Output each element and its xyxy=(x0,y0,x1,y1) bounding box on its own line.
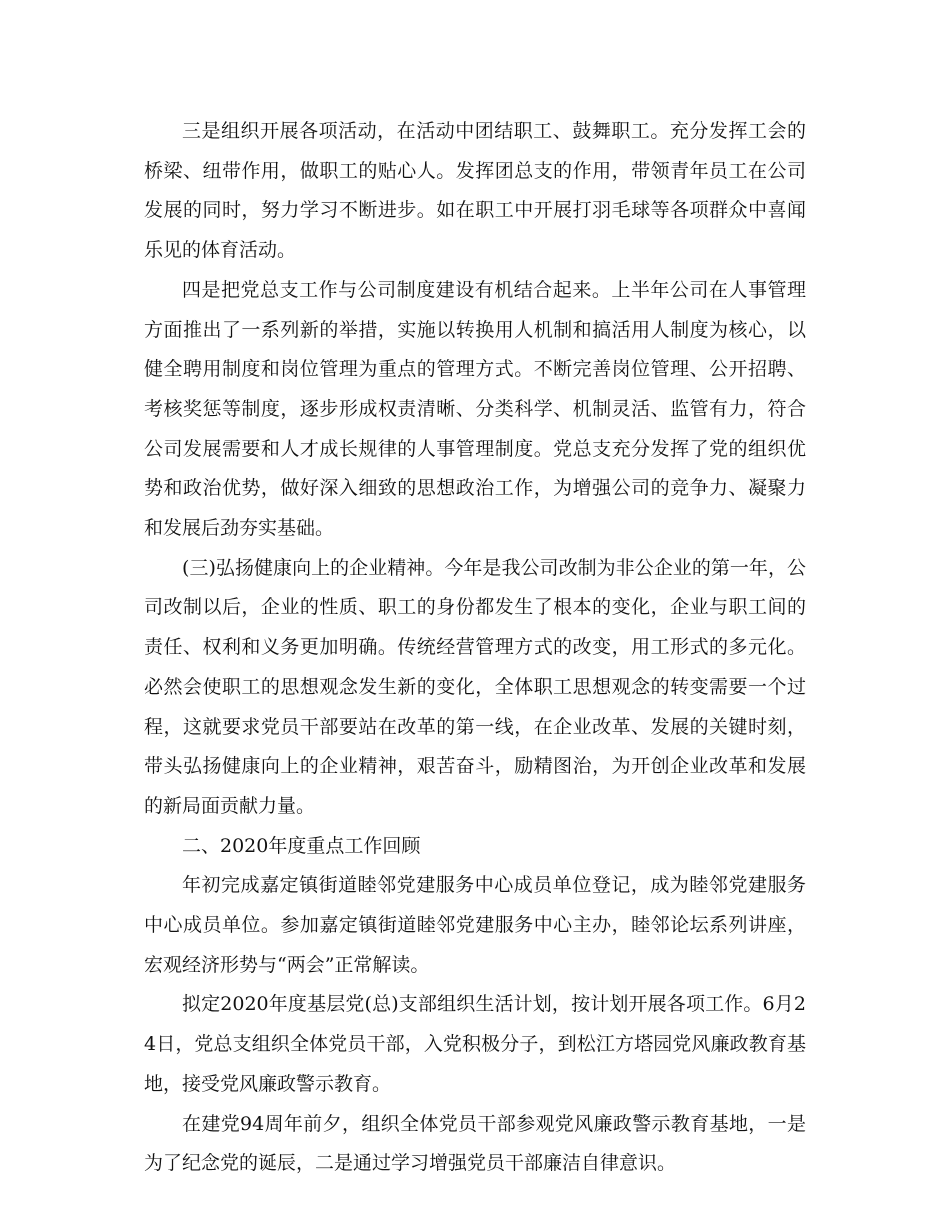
paragraph-neighborhood-center: 年初完成嘉定镇街道睦邻党建服务中心成员单位登记，成为睦邻党建服务中心成员单位。参加嘉定镇街道睦邻党建服务中心主办，睦邻论坛系列讲座，宏观经济形势与“两会”正常解读。 xyxy=(144,874,806,976)
paragraph-enterprise-spirit: (三)弘扬健康向上的企业精神。今年是我公司改制为非公企业的第一年，公司改制以后，企业的性质、职工的身份都发生了根本的变化，企业与职工间的责任、权利和义务更加明确。传统经营管理方式的改变，用工形式的多元化。必然会使职工的思想观念发生新的变化，全体职工思想观念的转变需要一个过程，这就要求党员干部要站在改革的第一线，在企业改革、发展的关键时刻，带头弘扬健康向上的企业精神，艰苦奋斗，励精图治，为开创企业改革和发展的新局面贡献力量。 xyxy=(144,556,806,817)
document-page xyxy=(144,112,806,1184)
paragraph-party-anniversary: 在建党94周年前夕，组织全体党员干部参观党风廉政警示教育基地，一是为了纪念党的诞辰，二是通过学习增强党员干部廉洁自律意识。 xyxy=(144,1112,806,1175)
paragraph-organization-plan: 拟定2020年度基层党(总)支部组织生活计划，按计划开展各项工作。6月24日，党总支组织全体党员干部，入党积极分子，到松江方塔园党风廉政教育基地，接受党风廉政警示教育。 xyxy=(144,993,806,1095)
section-heading-2020-review: 二、2020年度重点工作回顾 xyxy=(182,834,421,857)
paragraph-activities: 三是组织开展各项活动，在活动中团结职工、鼓舞职工。充分发挥工会的桥梁、纽带作用，做职工的贴心人。发挥团总支的作用，带领青年员工在公司发展的同时，努力学习不断进步。如在职工中开展打羽毛球等各项群众中喜闻乐见的体育活动。 xyxy=(144,120,806,262)
paragraph-institution-building: 四是把党总支工作与公司制度建设有机结合起来。上半年公司在人事管理方面推出了一系列新的举措，实施以转换用人机制和搞活用人制度为核心，以健全聘用制度和岗位管理为重点的管理方式。不断完善岗位管理、公开招聘、考核奖惩等制度，逐步形成权责清晰、分类科学、机制灵活、监管有力，符合公司发展需要和人才成长规律的人事管理制度。党总支充分发挥了党的组织优势和政治优势，做好深入细致的思想政治工作，为增强公司的竞争力、凝聚力和发展后劲夯实基础。 xyxy=(144,278,806,540)
